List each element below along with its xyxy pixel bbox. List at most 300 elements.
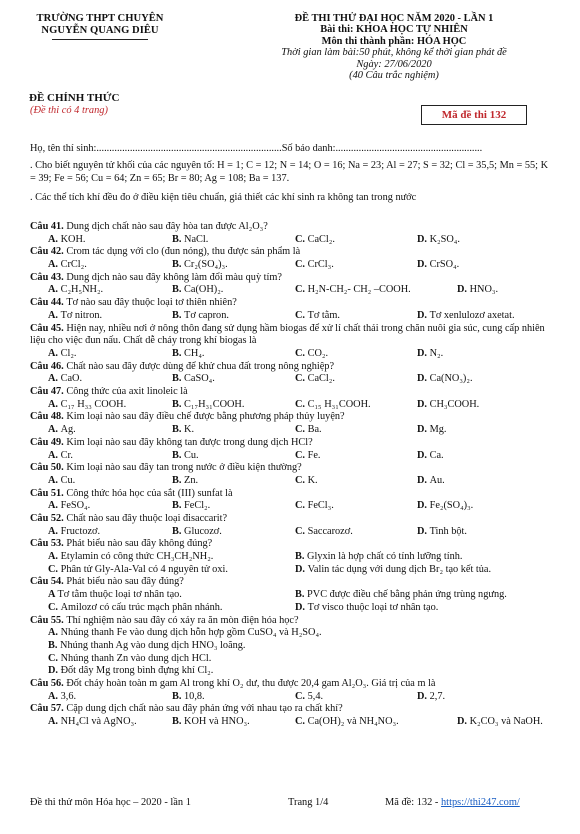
option-key: C. xyxy=(48,601,61,613)
option-text: Tơ capron. xyxy=(184,309,229,321)
school-header xyxy=(20,13,180,40)
question-text: Cặp dung dịch chất nào sau đây phản ứng với nhau tạo ra chất khí? xyxy=(66,703,343,715)
option-key: C. xyxy=(295,347,308,359)
option-key: A. xyxy=(48,398,61,410)
question-number: Câu 52. xyxy=(30,513,67,524)
question-text: Kim loại nào sau đây tan trong nước ở điều kiện thường? xyxy=(66,462,302,474)
answer-option-c[interactable] xyxy=(295,424,322,437)
question-55 xyxy=(30,615,555,678)
question-stem xyxy=(30,221,555,234)
option-text: Fe. xyxy=(307,449,321,461)
atomic-mass-note: . Cho biết nguyên tử khối của các nguyên tố: H = 1; C = 12; N = 14; O = 16; Na = 23; Al = 27; S = 32; Cl = 35,5; Mn = 55; K = 39; Fe = 56; Cu = 64; Zn = 65; Br = 80; Ag = 108; Ba = 137. xyxy=(30,160,549,184)
gas-assumption-note: . Các thể tích khí đều đo ở điều kiện tiêu chuẩn, giả thiết các khí sinh ra không tan trong nước xyxy=(30,192,417,203)
option-text: Glyxin là hợp chất có tính lưỡng tính. xyxy=(307,551,463,563)
footer-exam-name: Đề thi thử môn Hóa học – 2020 - lần 1 xyxy=(30,797,191,808)
option-key: B. xyxy=(172,449,185,461)
options-row xyxy=(30,373,555,386)
answer-option-a[interactable] xyxy=(48,450,73,463)
answer-option-c[interactable] xyxy=(295,716,399,729)
answer-option-b[interactable] xyxy=(172,284,223,297)
answer-option-a[interactable] xyxy=(48,551,213,564)
answer-option-b[interactable] xyxy=(295,589,507,602)
option-key: A xyxy=(48,589,58,601)
answer-option-a[interactable] xyxy=(48,627,322,640)
option-key: C. xyxy=(295,284,308,296)
option-key: D. xyxy=(417,347,430,359)
option-text: Ca(OH)₂ và NH₄NO₃. xyxy=(307,716,399,728)
answer-option-c[interactable] xyxy=(295,259,334,272)
question-stem xyxy=(30,386,555,399)
options-row xyxy=(30,627,555,640)
answer-option-c[interactable] xyxy=(48,564,228,577)
question-number: Câu 48. xyxy=(30,411,67,423)
answer-option-d[interactable] xyxy=(417,310,515,323)
options-row xyxy=(30,500,555,513)
answer-option-a[interactable] xyxy=(48,475,75,488)
option-key: D. xyxy=(457,284,470,296)
answer-option-b[interactable] xyxy=(172,716,250,729)
question-text: Thí nghiệm nào sau đây có xảy ra ăn mòn điện hóa học? xyxy=(66,614,299,626)
answer-option-a[interactable] xyxy=(48,500,90,513)
exam-title: ĐỀ THI THỬ ĐẠI HỌC NĂM 2020 - LẦN 1 xyxy=(294,13,494,24)
question-51 xyxy=(30,488,555,513)
option-text: Phân tử Gly-Ala-Val có 4 nguyên tử oxi. xyxy=(60,563,228,575)
option-key: B. xyxy=(295,551,308,563)
options-row xyxy=(30,284,555,297)
school-name-line1: TRƯỜNG THPT CHUYÊN xyxy=(36,13,164,24)
answer-option-a[interactable] xyxy=(48,716,137,729)
options-row xyxy=(30,665,555,678)
option-text: HNO₃. xyxy=(469,284,499,296)
options-row xyxy=(30,640,555,653)
school-name-line2: NGUYỄN QUANG DIÊU xyxy=(41,25,159,36)
option-key: A. xyxy=(48,259,61,271)
question-number: Câu 47. xyxy=(30,386,67,398)
option-text: 10,8. xyxy=(184,690,205,702)
question-45 xyxy=(30,323,555,361)
option-text: Cu. xyxy=(184,449,199,461)
option-text: Ca. xyxy=(429,449,444,461)
option-text: NaCl. xyxy=(184,233,209,245)
question-number: Câu 44. xyxy=(30,297,67,309)
answer-option-d[interactable] xyxy=(417,691,445,704)
option-key: A. xyxy=(48,525,61,537)
question-53 xyxy=(30,538,555,576)
question-number: Câu 54. xyxy=(30,576,67,588)
question-number: Câu 56. xyxy=(30,678,67,689)
option-key: D. xyxy=(48,665,61,677)
answer-option-b[interactable] xyxy=(172,234,208,247)
option-key: D. xyxy=(295,601,308,613)
question-52 xyxy=(30,513,555,538)
option-text: CrCl₃. xyxy=(307,259,334,271)
option-text: KOH. xyxy=(60,233,86,245)
question-stem xyxy=(30,703,555,716)
answer-option-b[interactable] xyxy=(172,310,229,323)
header-divider xyxy=(52,39,148,40)
option-key: C. xyxy=(295,449,308,461)
option-text: FeCl₂. xyxy=(184,500,211,512)
question-text: Dung dịch nào sau đây không làm đổi màu quỳ tím? xyxy=(66,271,282,283)
option-text: Au. xyxy=(429,474,445,486)
option-key: D. xyxy=(417,449,430,461)
question-text: Kim loại nào sau đây điều chế được bằng phương pháp thủy luyện? xyxy=(66,411,345,423)
question-number: Câu 50. xyxy=(30,462,67,474)
answer-option-c[interactable] xyxy=(295,450,320,463)
options-row xyxy=(30,589,555,602)
option-key: B. xyxy=(172,500,185,512)
answer-option-b[interactable] xyxy=(48,640,246,653)
option-text: FeCl₃. xyxy=(307,500,334,512)
answer-option-c[interactable] xyxy=(295,373,335,386)
answer-option-c[interactable] xyxy=(295,284,411,297)
answer-option-b[interactable] xyxy=(295,551,463,564)
answer-option-b[interactable] xyxy=(172,373,215,386)
option-key: C. xyxy=(48,563,61,575)
option-key: D. xyxy=(417,525,430,537)
options-row xyxy=(30,424,555,437)
option-text: Nhúng thanh Zn vào dung dịch HCl. xyxy=(60,652,212,664)
option-text: CaCl₂. xyxy=(307,373,335,385)
option-text: Tơ visco thuộc loại tơ nhân tạo. xyxy=(307,601,439,613)
question-50 xyxy=(30,462,555,487)
option-key: A. xyxy=(48,373,61,385)
question-47 xyxy=(30,386,555,411)
answer-option-b[interactable] xyxy=(172,500,210,513)
question-46 xyxy=(30,361,555,386)
question-56 xyxy=(30,678,555,703)
option-key: D. xyxy=(417,690,430,702)
option-key: A. xyxy=(48,716,61,728)
option-text: Mg. xyxy=(429,424,447,436)
options-row xyxy=(30,551,555,564)
option-key: C. xyxy=(295,525,308,537)
answer-option-d[interactable] xyxy=(417,234,460,247)
official-label: ĐỀ CHÍNH THỨC xyxy=(29,92,120,104)
answer-option-d[interactable] xyxy=(417,259,459,272)
option-key: A. xyxy=(48,347,61,359)
question-stem xyxy=(30,246,555,259)
option-key: D. xyxy=(457,716,470,728)
answer-option-a[interactable] xyxy=(48,348,77,361)
question-number: Câu 49. xyxy=(30,436,67,448)
option-text: CO₂. xyxy=(307,347,329,359)
question-number: Câu 57. xyxy=(30,703,67,715)
option-text: 2,7. xyxy=(429,690,446,702)
question-text: Công thức của axit linoleic là xyxy=(66,386,188,398)
option-text: K. xyxy=(184,424,195,436)
question-stem xyxy=(30,297,555,310)
options-row xyxy=(30,716,555,729)
answer-option-c[interactable] xyxy=(48,653,211,666)
option-key: B. xyxy=(172,373,185,385)
option-text: C₁₇H₃₁COOH. xyxy=(184,398,245,410)
options-row xyxy=(30,259,555,272)
question-text: Công thức hóa học của sắt (III) sunfat là xyxy=(66,487,233,499)
option-text: Valin tác dụng với dung dịch Br₂ tạo kết tủa. xyxy=(307,563,492,575)
option-key: C. xyxy=(295,233,308,245)
option-text: CH₄. xyxy=(184,347,205,359)
answer-option-c[interactable] xyxy=(48,602,222,615)
option-text: Nhúng thanh Ag vào dung dịch HNO₃ loãng. xyxy=(60,639,246,651)
option-text: Tơ tằm. xyxy=(307,309,340,321)
question-number: Câu 53. xyxy=(30,538,67,550)
question-number: Câu 46. xyxy=(30,360,67,372)
answer-option-d[interactable] xyxy=(48,665,213,678)
option-key: B. xyxy=(295,589,308,601)
answer-option-a[interactable] xyxy=(48,310,102,323)
options-row xyxy=(30,348,555,361)
answer-option-d[interactable] xyxy=(417,348,443,361)
option-key: D. xyxy=(417,398,430,410)
option-text: Glucozơ. xyxy=(184,525,222,537)
answer-option-a[interactable] xyxy=(48,589,182,602)
option-text: Đốt dây Mg trong bình đựng khí Cl₂. xyxy=(60,665,214,677)
options-row xyxy=(30,475,555,488)
option-text: 5,4. xyxy=(307,690,324,702)
question-number: Câu 41. xyxy=(30,221,67,232)
answer-option-c[interactable] xyxy=(295,399,371,412)
option-text: Tơ nitron. xyxy=(60,309,103,321)
option-text: Fe₂(SO₄)₃. xyxy=(429,500,474,512)
answer-option-b[interactable] xyxy=(172,450,199,463)
question-stem xyxy=(30,513,555,526)
question-number: Câu 55. xyxy=(30,614,67,626)
options-row xyxy=(30,399,555,412)
option-text: Ba. xyxy=(307,424,322,436)
answer-option-d[interactable] xyxy=(417,450,444,463)
exam-code-box: Mã đề thi 132 xyxy=(421,105,527,125)
page-count-note: (Đề thi có 4 trang) xyxy=(30,105,108,116)
option-key: B. xyxy=(172,309,185,321)
question-number: Câu 42. xyxy=(30,246,67,258)
option-text: Tơ tằm thuộc loại tơ nhân tạo. xyxy=(57,589,182,601)
option-key: D. xyxy=(417,309,430,321)
answer-option-d[interactable] xyxy=(417,399,479,412)
option-text: Ca(OH)₂. xyxy=(184,284,224,296)
option-text: KOH và HNO₃. xyxy=(184,716,250,728)
option-key: B. xyxy=(172,690,185,702)
answer-option-d[interactable] xyxy=(457,716,543,729)
option-text: K₂CO₃ và NaOH. xyxy=(469,716,543,728)
question-text: Kim loại nào sau đây không tan được trong dung dịch HCl? xyxy=(66,436,313,448)
options-row xyxy=(30,602,555,615)
options-row xyxy=(30,564,555,577)
option-key: A. xyxy=(48,449,61,461)
exam-time: Thời gian làm bài:50 phút, không kể thời gian phát đề xyxy=(281,47,507,59)
candidate-info-line: Họ, tên thí sinh:........................................................................Số báo danh:......................................................... xyxy=(30,143,483,154)
answer-option-a[interactable] xyxy=(48,373,82,386)
option-key: B. xyxy=(48,639,61,651)
answer-option-d[interactable] xyxy=(417,500,473,513)
option-text: CrSO₄. xyxy=(429,259,460,271)
option-key: C. xyxy=(48,652,61,664)
option-text: Cr. xyxy=(60,449,73,461)
option-text: Cl₂. xyxy=(60,347,77,359)
question-number: Câu 45. xyxy=(30,322,67,334)
answer-option-d[interactable] xyxy=(417,475,445,488)
option-text: N₂. xyxy=(429,347,444,359)
option-text: CaCl₂. xyxy=(307,233,335,245)
answer-option-d[interactable] xyxy=(295,564,491,577)
option-text: H₂N-CH₂- CH₂ –COOH. xyxy=(307,284,411,296)
question-stem xyxy=(30,576,555,589)
question-number: Câu 43. xyxy=(30,271,67,283)
footer-link[interactable]: https://thi247.com/ xyxy=(440,797,520,808)
answer-option-c[interactable] xyxy=(295,526,353,539)
answer-option-b[interactable] xyxy=(172,259,228,272)
question-text: Dung dịch chất nào sau đây hòa tan được Al₂O₃? xyxy=(66,221,268,232)
option-key: A. xyxy=(48,627,61,639)
option-key: A. xyxy=(48,690,61,702)
option-key: B. xyxy=(172,424,185,436)
option-text: Etylamin có công thức CH₃CH₂NH₂. xyxy=(60,551,214,563)
option-text: Amilozơ có cấu trúc mạch phân nhánh. xyxy=(60,601,223,613)
option-key: D. xyxy=(417,474,430,486)
question-stem xyxy=(30,462,555,475)
option-key: C. xyxy=(295,309,308,321)
answer-option-c[interactable] xyxy=(295,500,334,513)
option-text: Nhúng thanh Fe vào dung dịch hỗn hợp gồm CuSO₄ và H₂SO₄. xyxy=(60,627,322,639)
option-key: A. xyxy=(48,551,61,563)
exam-header xyxy=(218,13,570,81)
option-key: C. xyxy=(295,474,308,486)
option-text: Tơ xenlulozơ axetat. xyxy=(429,309,515,321)
option-text: CH₃COOH. xyxy=(429,398,480,410)
answer-option-c[interactable] xyxy=(295,475,318,488)
answer-option-a[interactable] xyxy=(48,526,100,539)
question-stem xyxy=(30,488,555,501)
question-text: Phát biểu nào sau đây không đúng? xyxy=(66,538,213,550)
option-text: Ag. xyxy=(60,424,76,436)
question-list xyxy=(30,221,555,729)
question-54 xyxy=(30,576,555,614)
exam-date: Ngày: 27/06/2020 xyxy=(356,58,432,70)
option-text: Tinh bột. xyxy=(429,525,467,537)
option-text: NH₄Cl và AgNO₃. xyxy=(60,716,137,728)
answer-option-a[interactable] xyxy=(48,284,103,297)
option-text: Zn. xyxy=(184,474,199,486)
option-text: Saccarozơ. xyxy=(307,525,353,537)
answer-option-c[interactable] xyxy=(295,234,335,247)
option-key: D. xyxy=(417,373,430,385)
question-text: Phát biểu nào sau đây đúng? xyxy=(66,576,184,588)
option-key: C. xyxy=(295,424,308,436)
option-text: Cr₂(SO₄)₃. xyxy=(184,259,228,271)
question-text: Tơ nào sau đây thuộc loại tơ thiên nhiên? xyxy=(66,297,237,309)
answer-option-a[interactable] xyxy=(48,234,85,247)
footer-page-number: Trang 1/4 xyxy=(288,797,329,808)
component-subject: Môn thi thành phần: HÓA HỌC xyxy=(321,35,467,47)
footer-code-text: Mã đề: 132 - xyxy=(385,797,441,808)
question-stem xyxy=(30,615,555,628)
question-stem xyxy=(30,678,555,691)
answer-option-a[interactable] xyxy=(48,691,76,704)
answer-option-a[interactable] xyxy=(48,259,87,272)
answer-option-d[interactable] xyxy=(295,602,438,615)
question-42 xyxy=(30,246,555,271)
question-49 xyxy=(30,437,555,462)
option-key: C. xyxy=(295,500,308,512)
question-count: (40 Câu trắc nghiệm) xyxy=(349,70,439,82)
option-key: D. xyxy=(417,424,430,436)
answer-option-b[interactable] xyxy=(172,399,244,412)
answer-option-b[interactable] xyxy=(172,348,205,361)
option-text: FeSO₄. xyxy=(60,500,91,512)
option-key: A. xyxy=(48,233,61,245)
option-text: Ca(NO₃)₂. xyxy=(429,373,473,385)
option-text: C₂H₅NH₂. xyxy=(60,284,104,296)
question-number: Câu 51. xyxy=(30,487,67,499)
option-key: B. xyxy=(172,284,185,296)
option-key: C. xyxy=(295,398,308,410)
answer-option-d[interactable] xyxy=(417,526,467,539)
option-text: CaSO₄. xyxy=(184,373,215,385)
options-row xyxy=(30,450,555,463)
option-key: A. xyxy=(48,424,61,436)
option-key: D. xyxy=(417,233,430,245)
question-43 xyxy=(30,272,555,297)
answer-option-a[interactable] xyxy=(48,399,126,412)
options-row xyxy=(30,691,555,704)
answer-option-b[interactable] xyxy=(172,475,198,488)
answer-option-d[interactable] xyxy=(457,284,498,297)
question-48 xyxy=(30,411,555,436)
option-text: K. xyxy=(307,474,318,486)
option-key: D. xyxy=(417,259,430,271)
question-text: Đốt cháy hoàn toàn m gam Al trong khí O₂ dư, thu được 20,4 gam Al₂O₃. Giá trị của m là xyxy=(66,678,436,689)
option-text: K₂SO₄. xyxy=(429,233,460,245)
option-key: B. xyxy=(172,474,185,486)
option-key: B. xyxy=(172,525,185,537)
option-key: A. xyxy=(48,309,61,321)
option-text: C₁₅ H₃₁COOH. xyxy=(307,398,371,410)
question-text: Chất nào sau đây được dùng để khử chua đất trong nông nghiệp? xyxy=(66,360,335,372)
question-stem xyxy=(30,323,555,348)
answer-option-c[interactable] xyxy=(295,310,340,323)
answer-option-d[interactable] xyxy=(417,424,446,437)
question-stem xyxy=(30,437,555,450)
question-text: Crom tác dụng với clo (đun nóng), thu được sản phẩm là xyxy=(66,246,301,258)
option-text: CaO. xyxy=(60,373,83,385)
answer-option-b[interactable] xyxy=(172,691,205,704)
option-text: C₁₇ H₃₃ COOH. xyxy=(60,398,127,410)
subject-test: Bài thi: KHOA HỌC TỰ NHIÊN xyxy=(320,24,468,36)
answer-option-d[interactable] xyxy=(417,373,473,386)
option-key: B. xyxy=(172,347,185,359)
options-row xyxy=(30,653,555,666)
question-text: Hiện nay, nhiều nơi ở nông thôn đang sử dụng hầm biogas để xử lí chất thải trong chăn nuôi gia súc, cung cấp nhiên liệu cho việc đun nấu. Chất dễ cháy trong khí biogas là xyxy=(30,322,545,347)
option-key: D. xyxy=(417,500,430,512)
answer-option-b[interactable] xyxy=(172,424,194,437)
answer-option-c[interactable] xyxy=(295,691,323,704)
question-stem xyxy=(30,411,555,424)
option-key: A. xyxy=(48,474,61,486)
option-key: C. xyxy=(295,690,308,702)
option-key: B. xyxy=(172,259,185,271)
answer-option-c[interactable] xyxy=(295,348,328,361)
option-key: C. xyxy=(295,716,308,728)
answer-option-a[interactable] xyxy=(48,424,76,437)
option-key: C. xyxy=(295,259,308,271)
question-stem xyxy=(30,272,555,285)
footer-code xyxy=(385,797,520,810)
question-stem xyxy=(30,538,555,551)
options-row xyxy=(30,234,555,247)
option-text: 3,6. xyxy=(60,690,77,702)
options-row xyxy=(30,526,555,539)
answer-option-b[interactable] xyxy=(172,526,222,539)
